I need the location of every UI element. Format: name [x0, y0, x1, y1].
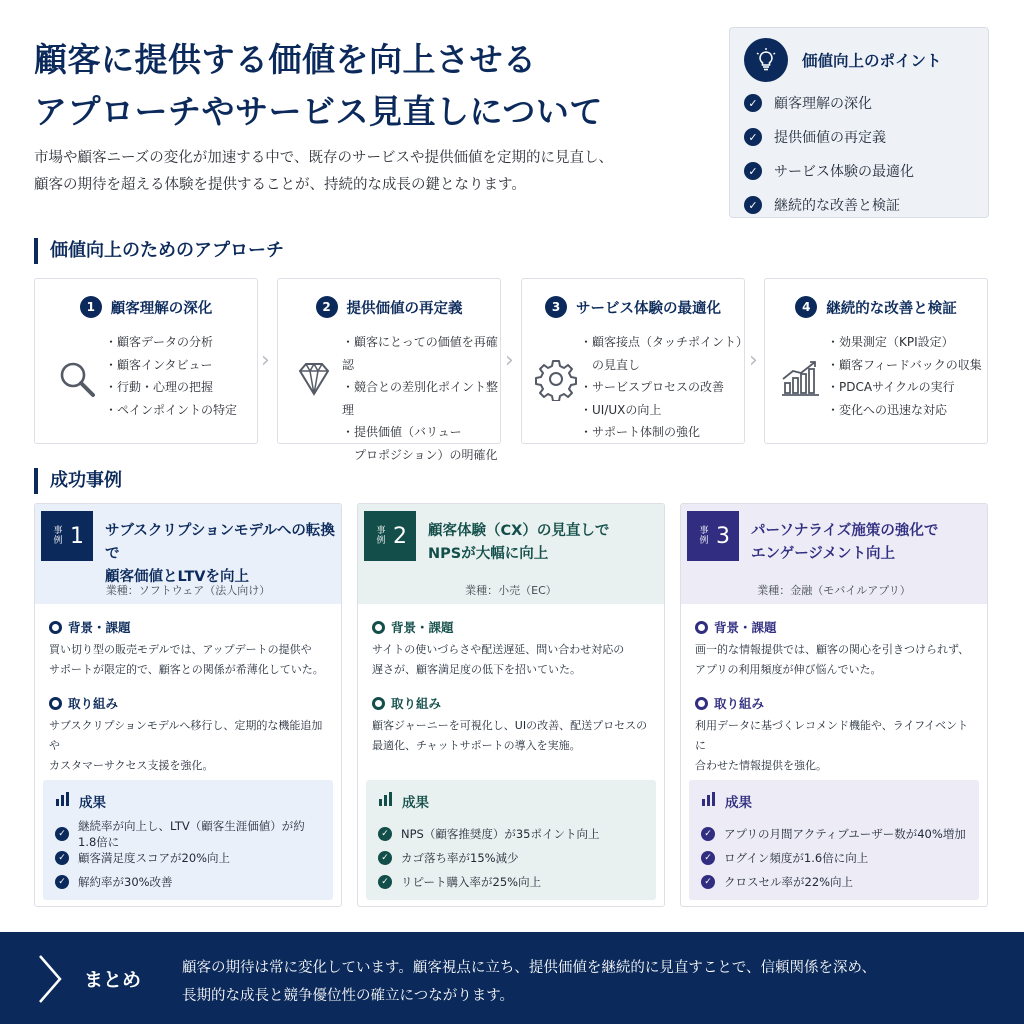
approach-heading: 価値向上のためのアプローチ [34, 238, 284, 264]
result-text: 継続率が向上し、LTV（顧客生涯価値）が約1.8倍に [78, 819, 305, 849]
check-icon: ✓ [55, 827, 69, 841]
intro-line1: 市場や顧客ニーズの変化が加速する中で、既存のサービスや提供価値を定期的に見直し、 [34, 150, 613, 166]
text-line: サブスクリプションモデルへ移行し、定期的な機能追加や [49, 719, 323, 752]
result-item [378, 846, 644, 870]
result-text: クロスセル率が22%向上 [724, 875, 854, 889]
summary-label: まとめ [84, 969, 142, 991]
result-box [43, 780, 333, 900]
list-item: ・PDCAサイクルの実行 [827, 380, 955, 394]
result-box [689, 780, 979, 900]
summary-line1: 顧客の期待は常に変化しています。顧客視点に立ち、提供価値を継続的に見直すことで、信頼関係を深め、 [182, 960, 876, 976]
text-line: 利用データに基づくレコメンド機能や、ライフイベントに [695, 719, 969, 752]
result-item [378, 870, 644, 894]
list-item: ・顧客フィードバックの収集 [827, 357, 982, 372]
action-text [695, 716, 977, 776]
result-item [55, 819, 321, 849]
step-number: 1 [80, 296, 102, 318]
points-title: 価値向上のポイント [802, 52, 942, 70]
points-item-label: 継続的な改善と検証 [774, 198, 900, 214]
chevron-right-icon: › [261, 348, 270, 373]
background-label: 背景・課題 [714, 620, 777, 635]
points-item [744, 154, 974, 188]
approach-list [580, 331, 749, 444]
background-text [49, 640, 331, 680]
list-item: ・効果測定（KPI設定） [827, 335, 954, 349]
case-title-line2: エンゲージメント向上 [751, 546, 895, 562]
case-badge [364, 511, 416, 561]
case-title [751, 520, 938, 566]
case-badge-label: 事例 [699, 526, 709, 546]
chevron-right-icon: › [505, 348, 514, 373]
text-line: 顧客ジャーニーを可視化し、UIの改善、配送プロセスの [372, 719, 648, 732]
growth-chart-icon [779, 357, 823, 401]
list-item: ・提供価値（バリュー [342, 425, 462, 439]
text-line: 画一的な情報提供では、顧客の関心を引きつけられず、 [695, 643, 970, 656]
action-label: 取り組み [714, 696, 765, 711]
result-text: 顧客満足度スコアが20%向上 [78, 851, 231, 865]
list-item: ・ペインポイントの特定 [105, 402, 238, 417]
points-item [744, 188, 974, 222]
check-icon: ✓ [701, 827, 715, 841]
text-line: 買い切り型の販売モデルでは、アップデートの提供や [49, 643, 312, 656]
approach-card-1 [34, 278, 258, 444]
page-title-line1: 顧客に提供する価値を向上させる [34, 40, 537, 79]
summary-text [182, 954, 982, 1010]
check-icon: ✓ [55, 875, 69, 889]
result-text: アプリの月間アクティブユーザー数が40%増加 [724, 827, 966, 841]
case-badge [41, 511, 93, 561]
case-badge-number: 1 [70, 523, 84, 549]
action-text [49, 716, 331, 776]
step-number: 3 [545, 296, 567, 318]
list-item: ・顧客インタビュー [105, 357, 213, 372]
result-item [701, 822, 967, 846]
step-number: 2 [316, 296, 338, 318]
text-line: 最適化、チャットサポートの導入を実施。 [372, 739, 581, 752]
result-text: カゴ落ち率が15%減少 [401, 851, 519, 865]
background-text [372, 640, 654, 680]
list-item: ・顧客にとっての価値を再確認 [342, 335, 498, 372]
result-list [55, 819, 321, 894]
intro-text [34, 145, 714, 199]
result-text: リピート購入率が25%向上 [401, 875, 542, 889]
summary-banner [0, 932, 1024, 1024]
action-icon [695, 697, 708, 710]
result-text: NPS（顧客推奨度）が35ポイント向上 [401, 827, 600, 841]
case-badge [687, 511, 739, 561]
approach-title: 顧客理解の深化 [110, 300, 213, 317]
target-icon [695, 621, 708, 634]
check-icon: ✓ [744, 196, 762, 214]
chevron-right-icon: › [749, 348, 758, 373]
points-item-label: サービス体験の最適化 [774, 164, 914, 180]
text-line: アプリの利用頻度が伸び悩んでいた。 [695, 663, 882, 676]
case-title-line1: サブスクリプションモデルへの転換で [105, 523, 335, 562]
diamond-icon [292, 357, 336, 401]
magnifier-icon [55, 357, 99, 401]
case-card-2 [357, 503, 665, 907]
points-item-label: 提供価値の再定義 [774, 130, 886, 146]
text-line: カスタマーサクセス支援を強化。 [49, 759, 214, 772]
text-line: 遅さが、顧客満足度の低下を招いていた。 [372, 663, 581, 676]
text-line: サイトの使いづらさや配送遅延、問い合わせ対応の [372, 643, 625, 656]
lightbulb-icon [744, 38, 788, 82]
result-box [366, 780, 656, 900]
bar-chart-icon [701, 792, 717, 810]
case-card-3 [680, 503, 988, 907]
gear-icon [534, 357, 578, 401]
list-item: の見直し [580, 357, 641, 372]
action-label: 取り組み [68, 696, 119, 711]
page-title-line2: アプローチやサービス見直しについて [34, 92, 603, 131]
list-item: ・サービスプロセスの改善 [580, 380, 725, 394]
summary-line2: 長期的な成長と競争優位性の確立につながります。 [182, 988, 515, 1004]
approach-card-2 [277, 278, 501, 462]
result-list [378, 822, 644, 894]
text-line: サポートが限定的で、顧客との関係が希薄化していた。 [49, 663, 324, 676]
approach-title: 継続的な改善と検証 [826, 300, 957, 317]
background-text [695, 640, 977, 680]
cases-heading: 成功事例 [34, 468, 122, 494]
approach-card-4 [764, 278, 988, 444]
list-item: ・顧客データの分析 [105, 335, 214, 349]
check-icon: ✓ [744, 94, 762, 112]
industry-label: 業種：小売（EC） [465, 584, 557, 597]
result-item [378, 822, 644, 846]
check-icon: ✓ [701, 875, 715, 889]
action-label: 取り組み [391, 696, 442, 711]
points-item [744, 86, 974, 120]
case-title-line2: NPSが大幅に向上 [428, 546, 549, 562]
text-line: 合わせた情報提供を強化。 [695, 759, 827, 772]
chevron-right-icon [36, 952, 64, 1006]
target-icon [49, 621, 62, 634]
bar-chart-icon [378, 792, 394, 810]
case-card-1 [34, 503, 342, 907]
result-text: 解約率が30%改善 [78, 875, 173, 889]
check-icon: ✓ [378, 827, 392, 841]
list-item: ・変化への迅速な対応 [827, 402, 948, 417]
case-title-line2: 顧客価値とLTVを向上 [105, 569, 249, 585]
approach-card-3 [521, 278, 749, 444]
bar-chart-icon [55, 792, 71, 810]
list-item: ・行動・心理の把握 [105, 380, 214, 394]
action-text [372, 716, 654, 756]
result-label: 成果 [402, 795, 429, 811]
check-icon: ✓ [701, 851, 715, 865]
list-item: プロポジション）の明確化 [342, 447, 498, 462]
result-item [701, 870, 967, 894]
case-title [105, 520, 341, 589]
action-icon [49, 697, 62, 710]
approach-list [105, 331, 237, 421]
list-item: ・UI/UXの向上 [580, 402, 662, 417]
check-icon: ✓ [378, 875, 392, 889]
case-badge-number: 2 [393, 523, 407, 549]
background-label: 背景・課題 [68, 620, 131, 635]
case-badge-label: 事例 [53, 526, 63, 546]
value-points-box [729, 27, 989, 218]
points-list [744, 86, 974, 222]
approach-title: サービス体験の最適化 [576, 300, 721, 317]
result-label: 成果 [79, 795, 106, 811]
page-title [34, 34, 694, 138]
case-badge-number: 3 [716, 523, 730, 549]
action-icon [372, 697, 385, 710]
points-item-label: 顧客理解の深化 [774, 96, 872, 112]
list-item: ・競合との差別化ポイント整理 [342, 380, 499, 417]
step-number: 4 [795, 296, 817, 318]
list-item: ・顧客接点（タッチポイント） [580, 335, 749, 349]
case-title-line1: 顧客体験（CX）の見直しで [428, 523, 610, 539]
points-item [744, 120, 974, 154]
target-icon [372, 621, 385, 634]
result-item [55, 870, 321, 894]
approach-list [342, 331, 500, 466]
list-item: ・サポート体制の強化 [580, 425, 701, 439]
result-label: 成果 [725, 795, 752, 811]
approach-title: 提供価値の再定義 [346, 300, 463, 317]
result-text: ログイン頻度が1.6倍に向上 [724, 851, 869, 865]
check-icon: ✓ [744, 162, 762, 180]
intro-line2: 顧客の期待を超える体験を提供することが、持続的な成長の鍵となります。 [34, 177, 526, 193]
approach-list [827, 331, 982, 421]
check-icon: ✓ [55, 851, 69, 865]
background-label: 背景・課題 [391, 620, 454, 635]
case-badge-label: 事例 [376, 526, 386, 546]
case-title-line1: パーソナライズ施策の強化で [751, 523, 939, 539]
industry-label: 業種：金融（モバイルアプリ） [757, 584, 911, 597]
result-list [701, 822, 967, 894]
check-icon: ✓ [378, 851, 392, 865]
check-icon: ✓ [744, 128, 762, 146]
result-item [701, 846, 967, 870]
industry-label: 業種：ソフトウェア（法人向け） [105, 584, 271, 597]
case-title [428, 520, 609, 566]
